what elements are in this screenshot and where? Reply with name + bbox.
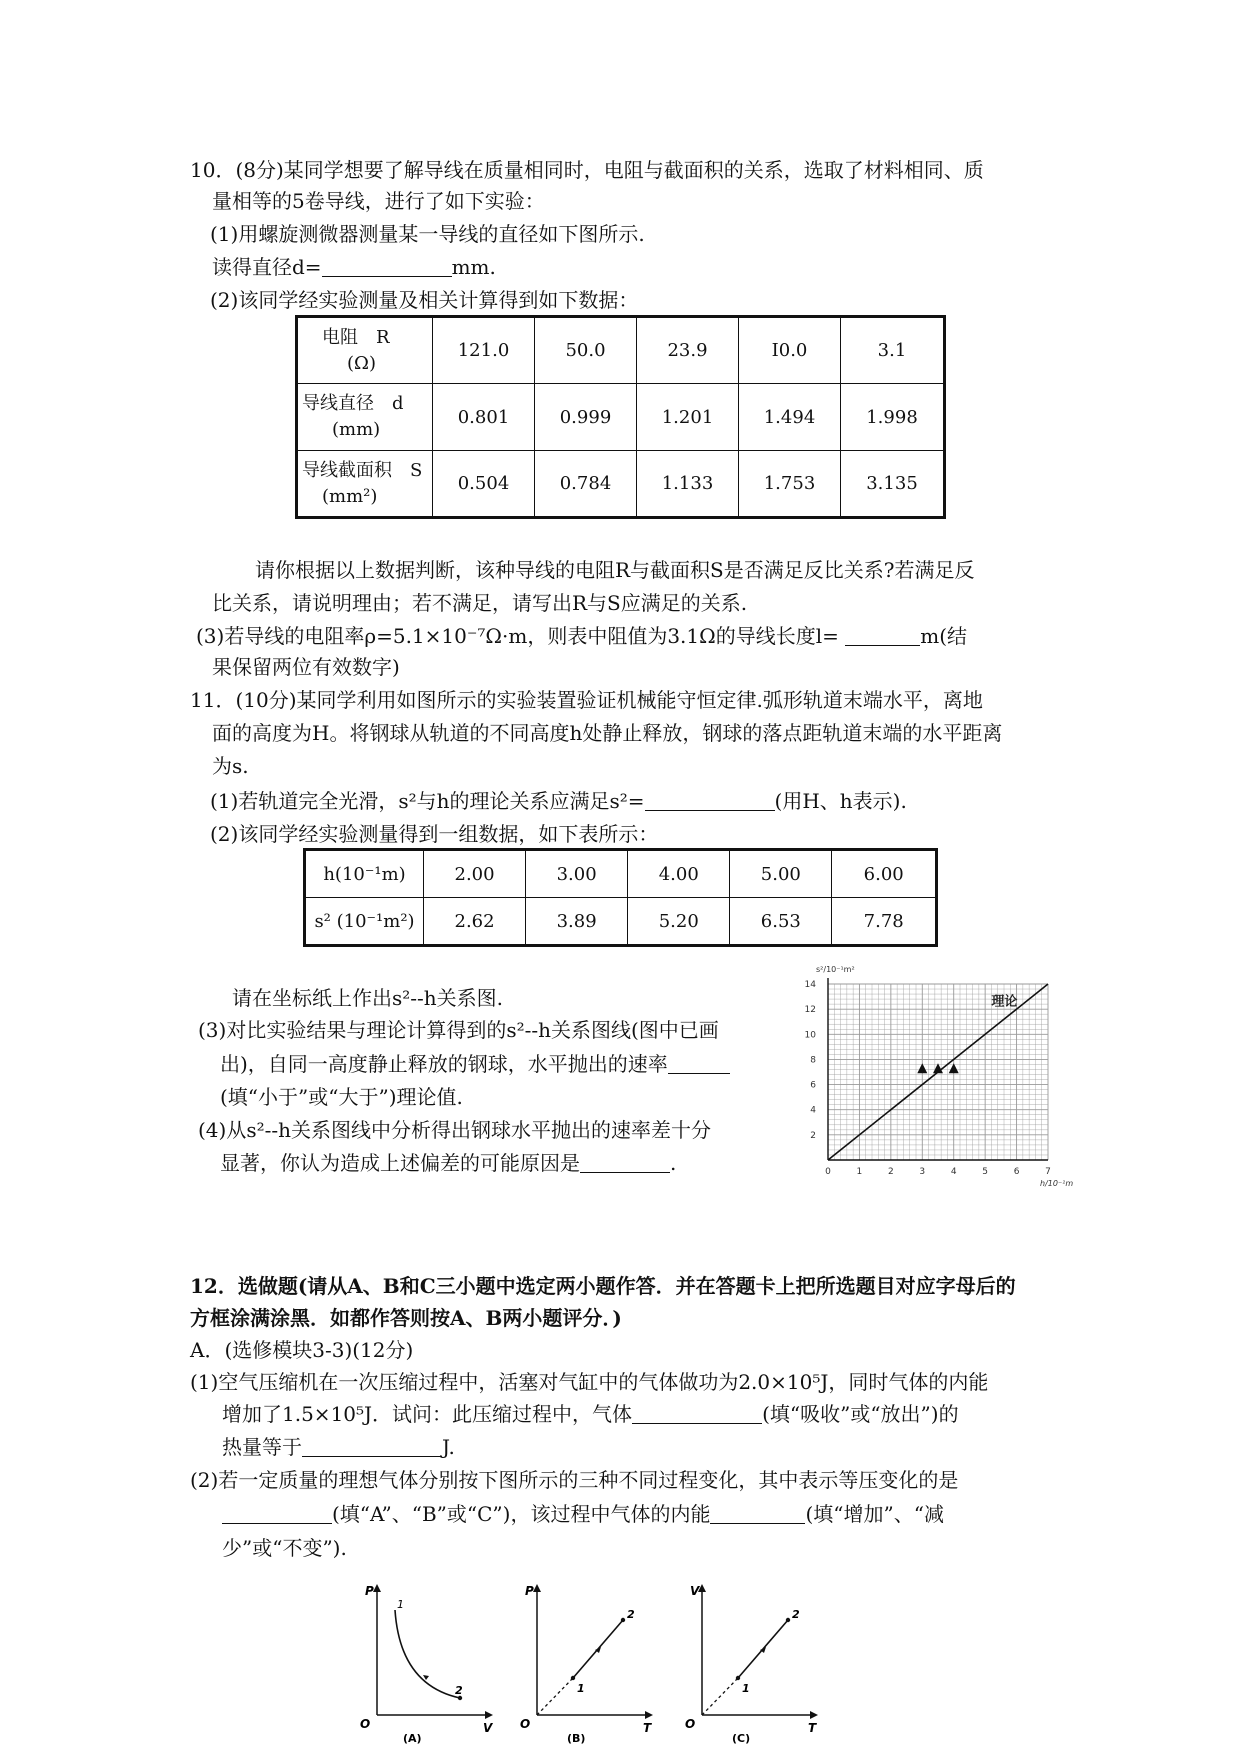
table-cell: 2.00 xyxy=(424,850,526,898)
table-row xyxy=(305,850,937,898)
answer-blank[interactable] xyxy=(302,1436,442,1457)
data-point-marker xyxy=(949,1063,959,1073)
s2-h-graph xyxy=(790,960,1090,1205)
q11-part4-line1: (4)从s²--h关系图线中分析得出钢球水平抛出的速率差十分 xyxy=(198,1118,712,1142)
q11-part3-line3: (填“小于”或“大于”)理论值. xyxy=(220,1085,463,1109)
y-axis-label: P xyxy=(365,1584,374,1598)
table-cell: 121.0 xyxy=(433,317,535,384)
y-tick-label: 12 xyxy=(804,1005,816,1016)
row-header: h(10⁻¹m) xyxy=(305,850,424,898)
x-axis-label: V xyxy=(483,1721,493,1735)
q11-data-table xyxy=(303,848,938,947)
x-tick-label: 0 xyxy=(825,1167,831,1177)
x-axis-label: T xyxy=(643,1721,652,1735)
y-tick-label: 8 xyxy=(810,1055,816,1066)
table-cell: 3.00 xyxy=(526,850,628,898)
q10-data-table xyxy=(295,315,946,519)
q11-part2: (2)该同学经实验测量得到一组数据，如下表所示： xyxy=(210,822,659,846)
answer-blank[interactable] xyxy=(222,1503,332,1524)
diagram-c-vt xyxy=(680,1580,820,1745)
diagram-caption: (C) xyxy=(732,1732,751,1745)
q12-line1: 12．选做题(请从A、B和C三小题中选定两小题作答．并在答题卡上把所选题目对应字母后的 xyxy=(190,1274,1016,1298)
table-row xyxy=(297,384,945,451)
q12-part2-line3: 少”或“不变”). xyxy=(222,1536,347,1560)
y-tick-label: 10 xyxy=(804,1030,816,1041)
table-cell: 1.998 xyxy=(841,384,945,451)
x-axis-label: T xyxy=(808,1721,817,1735)
q10-part1-suffix: mm. xyxy=(451,255,496,279)
y-tick-label: 2 xyxy=(810,1130,816,1141)
state-2-label: 2 xyxy=(627,1608,635,1621)
q11-part3-line2: 出)，自同一高度静止释放的钢球，水平抛出的速率 xyxy=(220,1050,730,1078)
y-tick-label: 14 xyxy=(804,980,816,990)
y-tick-label: 6 xyxy=(810,1080,816,1091)
q10-part3-cont: 果保留两位有效数字) xyxy=(212,655,400,679)
table-cell: 3.135 xyxy=(841,451,945,518)
x-tick-label: 1 xyxy=(856,1167,863,1177)
q10-ask-line2: 比关系，请说明理由；若不满足，请写出R与S应满足的关系. xyxy=(212,591,748,615)
answer-blank[interactable] xyxy=(580,1152,670,1173)
y-tick-label: 4 xyxy=(810,1105,816,1116)
q10-part3: (3)若导线的电阻率ρ=5.1×10⁻⁷Ω·m，则表中阻值为3.1Ω的导线长度l= m(结 xyxy=(196,624,968,648)
table-cell: 3.89 xyxy=(526,898,628,946)
table-cell: 1.133 xyxy=(637,451,739,518)
answer-blank[interactable] xyxy=(632,1403,762,1424)
diagram-a-pv xyxy=(355,1580,495,1745)
origin-label: O xyxy=(520,1717,531,1731)
answer-blank[interactable] xyxy=(645,790,775,811)
table-cell: 23.9 xyxy=(637,317,739,384)
x-tick-label: 5 xyxy=(982,1167,989,1177)
row-header: s² (10⁻¹m²) xyxy=(305,898,424,946)
diagram-caption: (B) xyxy=(567,1732,586,1745)
answer-blank[interactable] xyxy=(322,256,452,277)
table-cell: I0.0 xyxy=(739,317,841,384)
x-tick-label: 3 xyxy=(919,1167,926,1177)
q11-part1: (1)若轨道完全光滑，s²与h的理论关系应满足s²= (用H、h表示). xyxy=(210,789,907,813)
q12-part2-line1: (2)若一定质量的理想气体分别按下图所示的三种不同过程变化，其中表示等压变化的是 xyxy=(190,1468,959,1492)
q12-line2: 方框涂满涂黑．如都作答则按A、B两小题评分．) xyxy=(190,1306,622,1330)
table-cell: 4.00 xyxy=(628,850,730,898)
q12-part1-line1: (1)空气压缩机在一次压缩过程中，活塞对气缸中的气体做功为2.0×10⁵J，同时气体的内能 xyxy=(190,1370,989,1394)
answer-blank[interactable] xyxy=(668,1053,730,1074)
q11-ask: 请在坐标纸上作出s²--h关系图. xyxy=(232,986,504,1010)
table-cell: 6.53 xyxy=(730,898,832,946)
table-cell: 1.753 xyxy=(739,451,841,518)
origin-label: O xyxy=(360,1717,371,1731)
theory-label: 理论 xyxy=(991,994,1018,1010)
x-tick-label: 2 xyxy=(887,1167,894,1177)
origin-label: O xyxy=(685,1717,696,1731)
q12-part1-line2: 增加了1.5×10⁵J．试问：此压缩过程中，气体 (填“吸收”或“放出”)的 xyxy=(222,1402,959,1426)
table-cell: 0.784 xyxy=(535,451,637,518)
table-cell: 50.0 xyxy=(535,317,637,384)
row-header: 导线直径 d (mm) xyxy=(297,384,433,451)
y-axis-label: V xyxy=(690,1584,700,1598)
q11-line3: 为s. xyxy=(212,754,249,778)
q11-line2: 面的高度为H。将钢球从轨道的不同高度h处静止释放，钢球的落点距轨道末端的水平距离 xyxy=(212,721,1003,745)
answer-blank[interactable] xyxy=(710,1503,805,1524)
table-cell: 7.78 xyxy=(832,898,937,946)
table-cell: 1.201 xyxy=(637,384,739,451)
state-1-label: 1 xyxy=(577,1682,585,1695)
x-tick-label: 7 xyxy=(1045,1167,1051,1177)
table-cell: 0.999 xyxy=(535,384,637,451)
table-cell: 1.494 xyxy=(739,384,841,451)
state-2-label: 2 xyxy=(792,1608,800,1621)
x-tick-label: 4 xyxy=(950,1167,957,1177)
q12-section-a: A．(选修模块3-3)(12分) xyxy=(190,1338,414,1362)
q10-line2: 量相等的5卷导线，进行了如下实验： xyxy=(212,189,545,213)
y-axis-label: s²/10⁻¹m² xyxy=(816,965,855,974)
table-cell: 3.1 xyxy=(841,317,945,384)
table-cell: 0.801 xyxy=(433,384,535,451)
answer-blank[interactable] xyxy=(845,625,920,646)
q11-part4-line2: 显著，你认为造成上述偏差的可能原因是 . xyxy=(220,1151,677,1175)
row-header: 导线截面积 S (mm²) xyxy=(297,451,433,518)
q12-part2-line2: (填“A”、“B”或“C”)，该过程中气体的内能 (填“增加”、“减 xyxy=(222,1500,944,1528)
table-row xyxy=(297,451,945,518)
q10-part1-answer xyxy=(212,253,496,281)
table-cell: 5.20 xyxy=(628,898,730,946)
state-1-label: 1 xyxy=(742,1682,750,1695)
q10-ask-line1: 请你根据以上数据判断，该种导线的电阻R与截面积S是否满足反比关系?若满足反 xyxy=(255,558,975,582)
state-2-label: 2 xyxy=(455,1684,463,1697)
table-cell: 2.62 xyxy=(424,898,526,946)
q10-part2: (2)该同学经实验测量及相关计算得到如下数据： xyxy=(210,288,639,312)
q10-part1: (1)用螺旋测微器测量某一导线的直径如下图所示. xyxy=(210,222,645,246)
table-cell: 6.00 xyxy=(832,850,937,898)
q11-line1: 11．(10分)某同学利用如图所示的实验装置验证机械能守恒定律.弧形轨道末端水平，离地 xyxy=(190,688,983,712)
table-cell: 0.504 xyxy=(433,451,535,518)
x-axis-label: h/10⁻¹m xyxy=(1040,1179,1074,1188)
table-row xyxy=(305,898,937,946)
y-axis-label: P xyxy=(525,1584,534,1598)
q11-part3-line1: (3)对比实验结果与理论计算得到的s²--h关系图线(图中已画 xyxy=(198,1018,719,1042)
q10-part1-prefix: 读得直径d= xyxy=(212,255,322,279)
diagram-b-pt xyxy=(515,1580,655,1745)
data-point-marker xyxy=(917,1063,927,1073)
row-header: 电阻 R (Ω) xyxy=(297,317,433,384)
state-1-label: 1 xyxy=(397,1598,404,1611)
table-row xyxy=(297,317,945,384)
table-cell: 5.00 xyxy=(730,850,832,898)
diagram-caption: (A) xyxy=(403,1732,422,1745)
x-tick-label: 6 xyxy=(1013,1167,1020,1177)
q12-part1-line3: 热量等于 J. xyxy=(222,1435,455,1459)
q10-line1: 10．(8分)某同学想要了解导线在质量相同时，电阻与截面积的关系，选取了材料相同、质 xyxy=(190,158,984,182)
